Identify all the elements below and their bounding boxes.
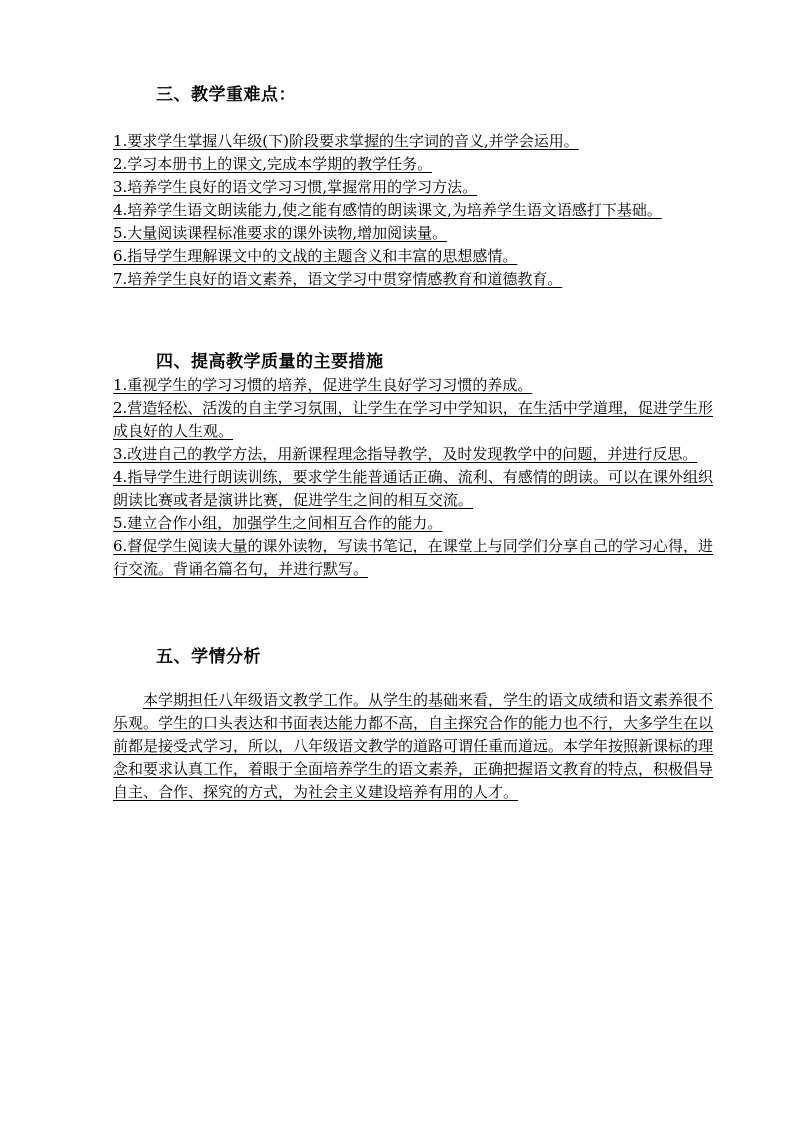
section3-item-6: 6.指导学生理解课文中的文战的主题含义和丰富的思想感情。 [113, 247, 518, 265]
section5-heading: 五、学情分析 [156, 647, 261, 667]
section3-heading: 三、教学重难点： [156, 85, 296, 105]
section3-item-5: 5.大量阅读课程标准要求的课外读物,增加阅读量。 [113, 224, 448, 242]
section4-item-6: 6.督促学生阅读大量的课外读物，写读书笔记，在课堂上与同学们分享自己的学习心得，进行交流。背诵名篇名句，并进行默写。 [113, 537, 713, 578]
section4-item-1: 1.重视学生的学习习惯的培养，促进学生良好学习习惯的养成。 [113, 376, 533, 394]
section3-list [113, 130, 713, 291]
section4-list [113, 374, 713, 581]
section3-item-7: 7.培养学生良好的语文素养，语文学习中贯穿情感教育和道德教育。 [113, 270, 563, 288]
section4-item-4: 4.指导学生进行朗读训练，要求学生能普通话正确、流利、有感情的朗读。可以在课外组织朗读比赛或者是演讲比赛，促进学生之间的相互交流。 [113, 468, 713, 509]
section4-item-5: 5.建立合作小组，加强学生之间相互合作的能力。 [113, 514, 443, 532]
section4-item-2: 2.营造轻松、活泼的自主学习氛围，让学生在学习中学知识，在生活中学道理，促进学生形成良好的人生观。 [113, 399, 713, 440]
section5-paragraph: 本学期担任八年级语文教学工作。从学生的基础来看，学生的语文成绩和语文素养很不乐观。学生的口头表达和书面表达能力都不高，自主探究合作的能力也不行，大多学生在以前都是接受式学习，所以，八年级语文教学的道路可谓任重而道远。本学年按照新课标的理念和要求认真工作，着眼于全面培养学生的语文素养，正确把握语文教育的特点，积极倡导自主、合作、探究的方式，为社会主义建设培养有用的人才。 [113, 691, 714, 801]
section3-item-2: 2.学习本册书上的课文,完成本学期的教学任务。 [113, 155, 433, 173]
section3-item-1: 1.要求学生掌握八年级(下)阶段要求掌握的生字词的音义,并学会运用。 [113, 132, 579, 150]
section4-heading: 四、提高教学质量的主要措施 [156, 352, 384, 372]
section3-item-3: 3.培养学生良好的语文学习习惯,掌握常用的学习方法。 [113, 178, 478, 196]
section4-item-3: 3.改进自己的教学方法，用新课程理念指导教学，及时发现教学中的问题，并进行反思。 [113, 445, 698, 463]
section3-item-4: 4.培养学生语文朗读能力,使之能有感情的朗读课文,为培养学生语文语感打下基础。 [113, 201, 662, 219]
